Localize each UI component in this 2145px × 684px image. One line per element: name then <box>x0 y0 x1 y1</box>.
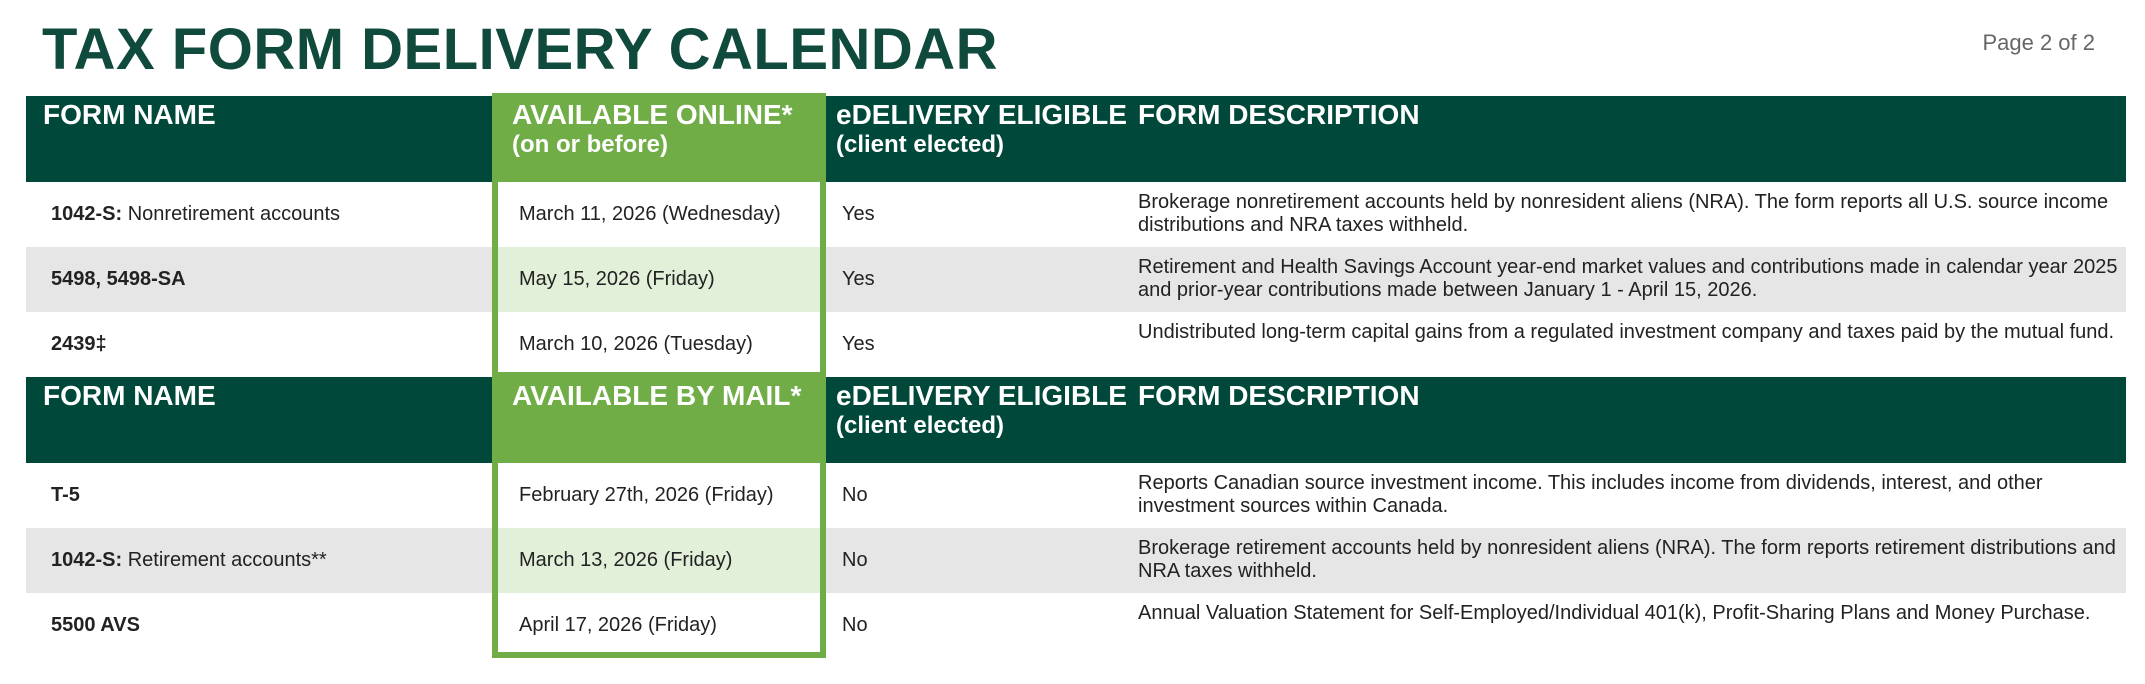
form-name <box>51 614 140 637</box>
form-code: 5498, 5498-SA <box>51 268 186 290</box>
header-availability-sub: (on or before) <box>512 131 668 158</box>
edelivery-eligible: No <box>842 549 868 571</box>
header-edelivery <box>836 100 1127 160</box>
delivery-calendar-table <box>26 96 2126 658</box>
header-description: FORM DESCRIPTION <box>1138 99 1420 130</box>
form-description: Brokerage retirement accounts held by nonresident aliens (NRA). The form reports retirement distributions and NRA taxes withheld. <box>1138 537 2116 582</box>
table-row <box>26 593 2126 658</box>
header-availability-title: AVAILABLE BY MAIL* <box>512 380 802 411</box>
edelivery-eligible: Yes <box>842 268 875 290</box>
form-description: Reports Canadian source investment income. This includes income from dividends, interest, and other investment sources within Canada. <box>1138 472 2043 517</box>
form-name <box>51 333 107 356</box>
table-row <box>26 463 2126 528</box>
table-row <box>26 247 2126 312</box>
available-date: March 13, 2026 (Friday) <box>519 549 733 571</box>
form-description: Annual Valuation Statement for Self-Employed/Individual 401(k), Profit-Sharing Plans and Money Purchase. <box>1138 602 2091 624</box>
form-name <box>51 203 340 226</box>
page-indicator: Page 2 of 2 <box>1982 30 2095 55</box>
edelivery-eligible: No <box>842 484 868 506</box>
available-date: May 15, 2026 (Friday) <box>519 268 715 290</box>
header-availability-title: AVAILABLE ONLINE* <box>512 99 793 130</box>
header-availability <box>512 381 801 411</box>
header-edelivery-title: eDELIVERY ELIGIBLE <box>836 99 1127 130</box>
available-date: February 27th, 2026 (Friday) <box>519 484 774 506</box>
table-row <box>26 312 2126 377</box>
form-description: Retirement and Health Savings Account year-end market values and contributions made in calendar year 2025 and prior-year contributions made between January 1 - April 15, 2026. <box>1138 256 2118 301</box>
form-detail: Retirement accounts** <box>122 549 327 571</box>
header-form-name: FORM NAME <box>43 380 216 411</box>
form-code: 2439‡ <box>51 333 107 355</box>
form-description: Brokerage nonretirement accounts held by nonresident aliens (NRA). The form reports all U.S. source income distributions and NRA taxes withheld. <box>1138 191 2109 236</box>
edelivery-eligible: Yes <box>842 333 875 355</box>
edelivery-eligible: Yes <box>842 203 875 225</box>
form-code: 1042-S: <box>51 549 123 571</box>
form-name <box>51 268 186 291</box>
form-description: Undistributed long-term capital gains from a regulated investment company and taxes paid by the mutual fund. <box>1138 321 2115 343</box>
form-code: 5500 AVS <box>51 614 140 636</box>
form-code: 1042-S: <box>51 203 123 225</box>
header-edelivery-sub: (client elected) <box>836 131 1005 158</box>
section-header-mail <box>26 377 2126 463</box>
header-form-name: FORM NAME <box>43 99 216 130</box>
available-date: April 17, 2026 (Friday) <box>519 614 717 636</box>
page-title: TAX FORM DELIVERY CALENDAR <box>42 17 999 82</box>
form-code: T-5 <box>51 484 80 506</box>
available-date: March 11, 2026 (Wednesday) <box>519 203 781 225</box>
header-description: FORM DESCRIPTION <box>1138 380 1420 411</box>
form-detail: Nonretirement accounts <box>122 203 341 225</box>
table-row <box>26 528 2126 593</box>
header-edelivery-title: eDELIVERY ELIGIBLE <box>836 380 1127 411</box>
table-row <box>26 182 2126 247</box>
header-edelivery <box>836 381 1127 441</box>
edelivery-eligible: No <box>842 614 868 636</box>
form-name <box>51 549 327 572</box>
header-edelivery-sub: (client elected) <box>836 412 1005 439</box>
available-date: March 10, 2026 (Tuesday) <box>519 333 753 355</box>
section-header-online <box>26 96 2126 182</box>
header-availability <box>512 100 793 160</box>
form-name <box>51 484 80 507</box>
